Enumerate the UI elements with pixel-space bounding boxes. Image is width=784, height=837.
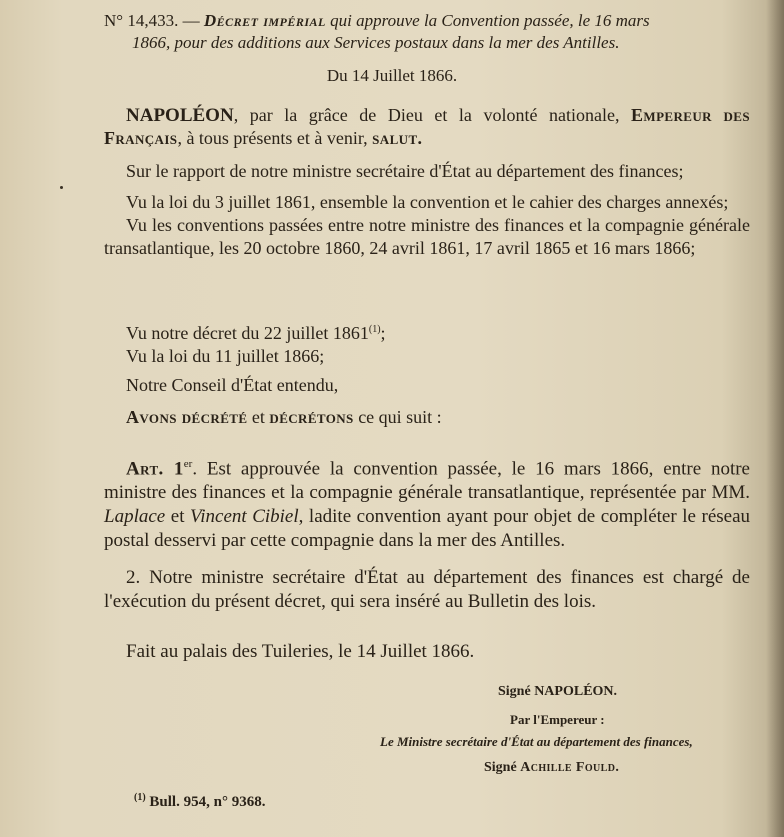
decree-number: N° 14,433. [104, 11, 179, 30]
references [104, 318, 604, 368]
emperor-name: NAPOLÉON [126, 105, 234, 126]
consideration-item: Sur le rapport de notre ministre secrétaire d'État au département des finances; [126, 161, 684, 181]
book-spine-shadow [766, 0, 784, 837]
decree-heading [104, 10, 744, 54]
avons-and: et [247, 407, 270, 427]
decree-reference [104, 318, 604, 345]
person-laplace: Laplace [104, 506, 166, 528]
title-francais: des Français [104, 105, 750, 148]
decree-title-line2: 1866, pour des additions aux Services postaux dans la mer des Antilles. [132, 33, 620, 52]
decree-title-line1: qui approuve la Convention passée, le 16 mars [325, 11, 650, 30]
preamble-text1: , par la grâce de Dieu et la volonté nationale, [233, 105, 632, 125]
decree-reference-text: Vu notre décret du 22 juillet 1861 [126, 323, 369, 343]
fait-text: Fait au palais des Tuileries, le 14 Juillet 1866. [126, 641, 475, 662]
salut: salut. [372, 128, 423, 148]
fait-statement [104, 640, 750, 663]
preamble [104, 104, 750, 150]
preamble-text2: , à tous présents et à venir, [177, 128, 373, 148]
conseil-statement [104, 374, 750, 397]
article-1-text1: . Est approuvée la convention passée, le 16 mars 1866, entre notre ministre des finances et la compagnie générale transatlantique, représentée par MM. [104, 458, 750, 504]
title-empereur: Empereur [631, 105, 712, 125]
dateline: Du 14 Juillet 1866. [326, 66, 458, 85]
article-1 [104, 452, 750, 553]
conseil-text: Notre Conseil d'État entendu, [126, 375, 339, 395]
consideration-item: Vu la loi du 3 juillet 1861, ensemble la convention et le cahier des charges annexés; [126, 192, 729, 212]
article-2-text: 2. Notre ministre secrétaire d'État au département des finances est chargé de l'exécution du présent décret, qui sera inséré au Bulletin des lois. [104, 567, 750, 612]
considerations [104, 160, 750, 260]
signer-napoleon: NAPOLÉON. [534, 684, 618, 699]
article-2 [104, 566, 750, 614]
article-1-and: et [165, 506, 191, 528]
avons-decretons: décrétons [269, 407, 354, 427]
footnote-mark: (1) [134, 792, 146, 803]
avons-end: ce qui suit : [353, 407, 442, 427]
footnote-text: Bull. 954, n° 9368. [145, 794, 266, 810]
article-1-sup: er [183, 458, 193, 470]
footnote [134, 792, 265, 811]
signe-prefix: Signé [498, 684, 535, 699]
minister-title: Le Ministre secrétaire d'État au département des finances, [380, 734, 693, 749]
consideration-item: Vu les conventions passées entre notre ministre des finances et la compagnie générale transatlantique, les 20 octobre 1860, 24 avril 1861, 17 avril 1865 et 16 mars 1866; [104, 215, 750, 258]
ink-speck [60, 186, 63, 189]
signe-prefix: Signé [484, 760, 521, 775]
law-reference: Vu la loi du 11 juillet 1866; [126, 346, 325, 366]
avons-decrete: Avons décrété [126, 407, 248, 427]
decree-type: Décret impérial [203, 11, 326, 30]
person-cibiel: Vincent Cibiel [190, 506, 299, 528]
signer-fould: Achille Fould. [520, 760, 620, 775]
article-1-label: Art. 1 [126, 458, 184, 480]
heading-dash: — [178, 11, 204, 30]
article-1-text2: , ladite convention ayant pour objet de compléter le réseau postal desservi par cette compagnie dans la mer des Antilles. [104, 506, 751, 552]
par-empereur: Par l'Empereur : [510, 712, 605, 727]
decree-reference-end: ; [380, 323, 386, 343]
signature-fould [484, 760, 619, 776]
avons-statement [104, 406, 750, 429]
signature-napoleon [498, 684, 617, 700]
footnote-marker: (1) [368, 324, 381, 335]
